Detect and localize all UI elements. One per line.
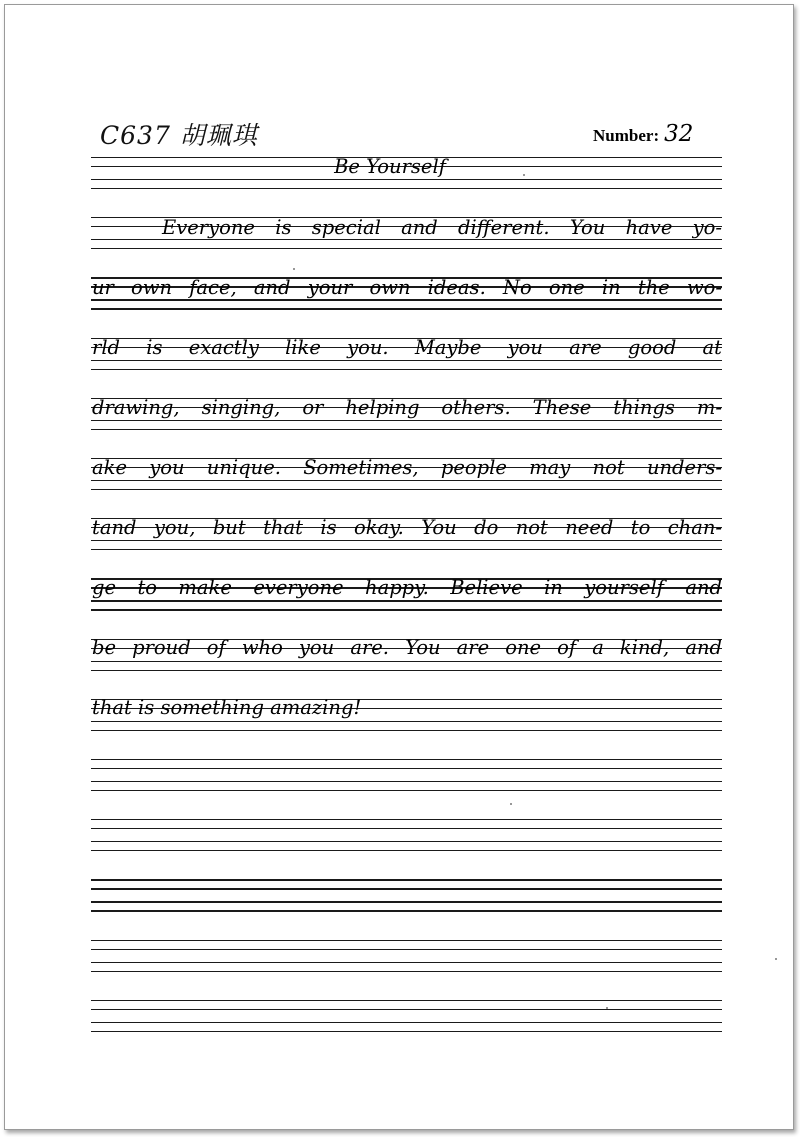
ruling-line bbox=[91, 369, 722, 370]
paper-speck bbox=[523, 174, 525, 176]
ruling-line bbox=[91, 1031, 722, 1032]
paper-speck bbox=[293, 268, 295, 270]
ruling-line bbox=[91, 971, 722, 972]
number-label: Number: bbox=[593, 126, 660, 145]
ruling-line bbox=[91, 790, 722, 791]
paper-speck bbox=[775, 958, 777, 960]
ruling-line bbox=[91, 879, 722, 880]
paper-speck bbox=[510, 803, 512, 805]
ruling-line bbox=[91, 759, 722, 760]
ruling-line bbox=[91, 828, 722, 829]
ruling-line bbox=[91, 901, 722, 902]
ruling-line bbox=[91, 670, 722, 671]
paper-speck bbox=[606, 1007, 608, 1009]
essay-line-2: ur own face, and your own ideas. No one in the wo- bbox=[92, 276, 722, 299]
essay-line-1: Everyone is special and different. You have yo- bbox=[162, 216, 722, 239]
ruling-line bbox=[91, 308, 722, 309]
ruling-line bbox=[91, 429, 722, 430]
ruling-line bbox=[91, 949, 722, 950]
ruling-line bbox=[91, 850, 722, 851]
ruling-line bbox=[91, 609, 722, 610]
ruling-line bbox=[91, 248, 722, 249]
essay-line-8: be proud of who you are. You are one of a kind, and bbox=[92, 636, 722, 659]
ruling-line bbox=[91, 781, 722, 782]
essay-line-3: rld is exactly like you. Maybe you are good at bbox=[92, 336, 722, 359]
ruling-line bbox=[91, 962, 722, 963]
ruling-line bbox=[91, 1000, 722, 1001]
ruling-line bbox=[91, 819, 722, 820]
ruling-line bbox=[91, 489, 722, 490]
number-value: 32 bbox=[664, 121, 694, 147]
ruling-line bbox=[91, 910, 722, 911]
ruling-line bbox=[91, 841, 722, 842]
essay-line-9: that is something amazing! bbox=[92, 696, 362, 719]
essay-line-5: ake you unique. Sometimes, people may not unders- bbox=[92, 456, 722, 479]
essay-line-6: tand you, but that is okay. You do not need to chan- bbox=[92, 516, 722, 539]
essay-line-7: ge to make everyone happy. Believe in yourself and bbox=[92, 576, 722, 599]
ruling-line bbox=[91, 768, 722, 769]
ruling-line bbox=[91, 549, 722, 550]
student-number bbox=[593, 121, 693, 147]
essay-line-4: drawing, singing, or helping others. These things m- bbox=[92, 396, 722, 419]
ruling-line bbox=[91, 1009, 722, 1010]
essay-title: Be Yourself bbox=[334, 155, 446, 178]
ruling-line bbox=[91, 940, 722, 941]
ruling-line bbox=[91, 188, 722, 189]
ruling-line bbox=[91, 888, 722, 889]
ruling-line bbox=[91, 1022, 722, 1023]
ruling-line bbox=[91, 730, 722, 731]
student-name: C637 胡珮琪 bbox=[100, 121, 258, 150]
